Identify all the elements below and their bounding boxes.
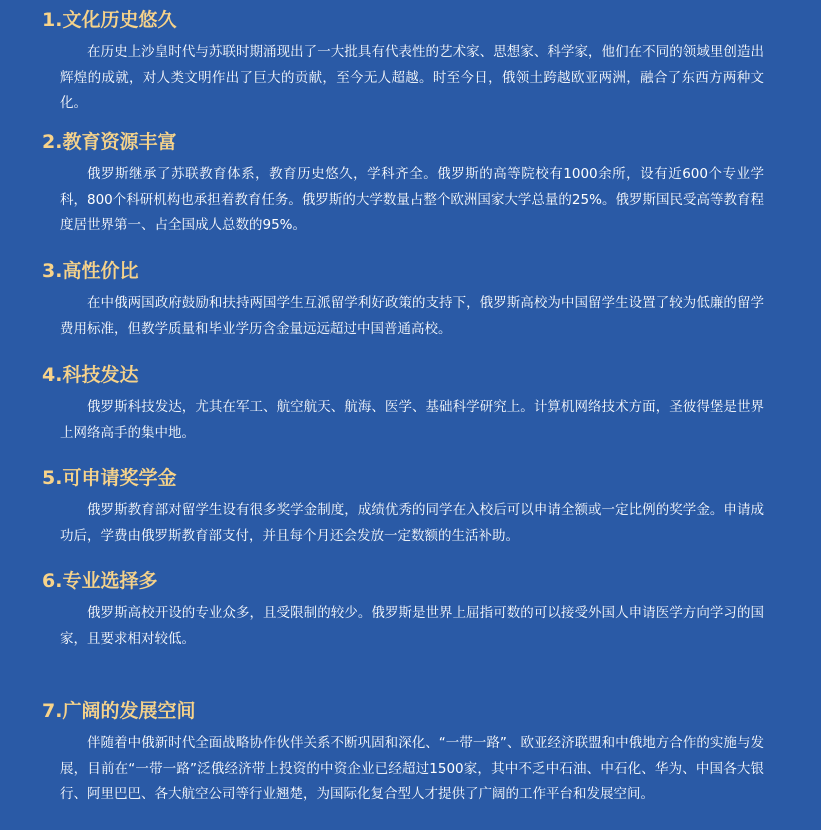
section-heading: 4.科技发达 <box>42 364 139 386</box>
section-body: 伴随着中俄新时代全面战略协作伙伴关系不断巩固和深化、“一带一路”、欧亚经济联盟和中俄地方合作的实施与发展，目前在“一带一路”泛俄经济带上投资的中资企业已经超过1500家，其中不乏中石油、中石化、华为、中国各大银行、阿里巴巴、各大航空公司等行业翘楚，为国际化复合型人才提供了广阔的工作平台和发展空间。 <box>60 735 764 802</box>
section-heading: 3.高性价比 <box>42 260 139 282</box>
section-body: 俄罗斯继承了苏联教育体系，教育历史悠久，学科齐全。俄罗斯的高等院校有1000余所，设有近600个专业学科，800个科研机构也承担着教育任务。俄罗斯的大学数量占整个欧洲国家大学总量的25%。俄罗斯国民受高等教育程度居世界第一、占全国成人总数的95%。 <box>60 166 764 233</box>
section-development-space <box>42 699 782 808</box>
section-technology <box>42 363 782 446</box>
section-heading: 2.教育资源丰富 <box>42 131 177 153</box>
section-culture-history <box>42 8 782 117</box>
section-body: 俄罗斯教育部对留学生设有很多奖学金制度，成绩优秀的同学在入校后可以申请全额或一定比例的奖学金。申请成功后，学费由俄罗斯教育部支付，并且每个月还会发放一定数额的生活补助。 <box>60 502 764 544</box>
section-body: 俄罗斯科技发达，尤其在军工、航空航天、航海、医学、基础科学研究上。计算机网络技术方面，圣彼得堡是世界上网络高手的集中地。 <box>60 399 764 441</box>
section-heading: 5.可申请奖学金 <box>42 467 177 489</box>
section-body: 在历史上沙皇时代与苏联时期涌现出了一大批具有代表性的艺术家、思想家、科学家，他们在不同的领域里创造出辉煌的成就，对人类文明作出了巨大的贡献，至今无人超越。时至今日，俄领土跨越欧亚两洲，融合了东西方两种文化。 <box>60 44 764 111</box>
section-body: 在中俄两国政府鼓励和扶持两国学生互派留学利好政策的支持下，俄罗斯高校为中国留学生设置了较为低廉的留学费用标准，但教学质量和毕业学历含金量远远超过中国普通高校。 <box>60 295 764 337</box>
section-heading: 7.广阔的发展空间 <box>42 700 196 722</box>
section-cost-effective <box>42 259 782 342</box>
section-education-resources <box>42 130 782 239</box>
section-majors <box>42 569 782 652</box>
section-scholarship <box>42 466 782 549</box>
section-heading: 1.文化历史悠久 <box>42 9 177 31</box>
section-body: 俄罗斯高校开设的专业众多，且受限制的较少。俄罗斯是世界上屈指可数的可以接受外国人申请医学方向学习的国家，且要求相对较低。 <box>60 605 764 647</box>
section-heading: 6.专业选择多 <box>42 570 158 592</box>
